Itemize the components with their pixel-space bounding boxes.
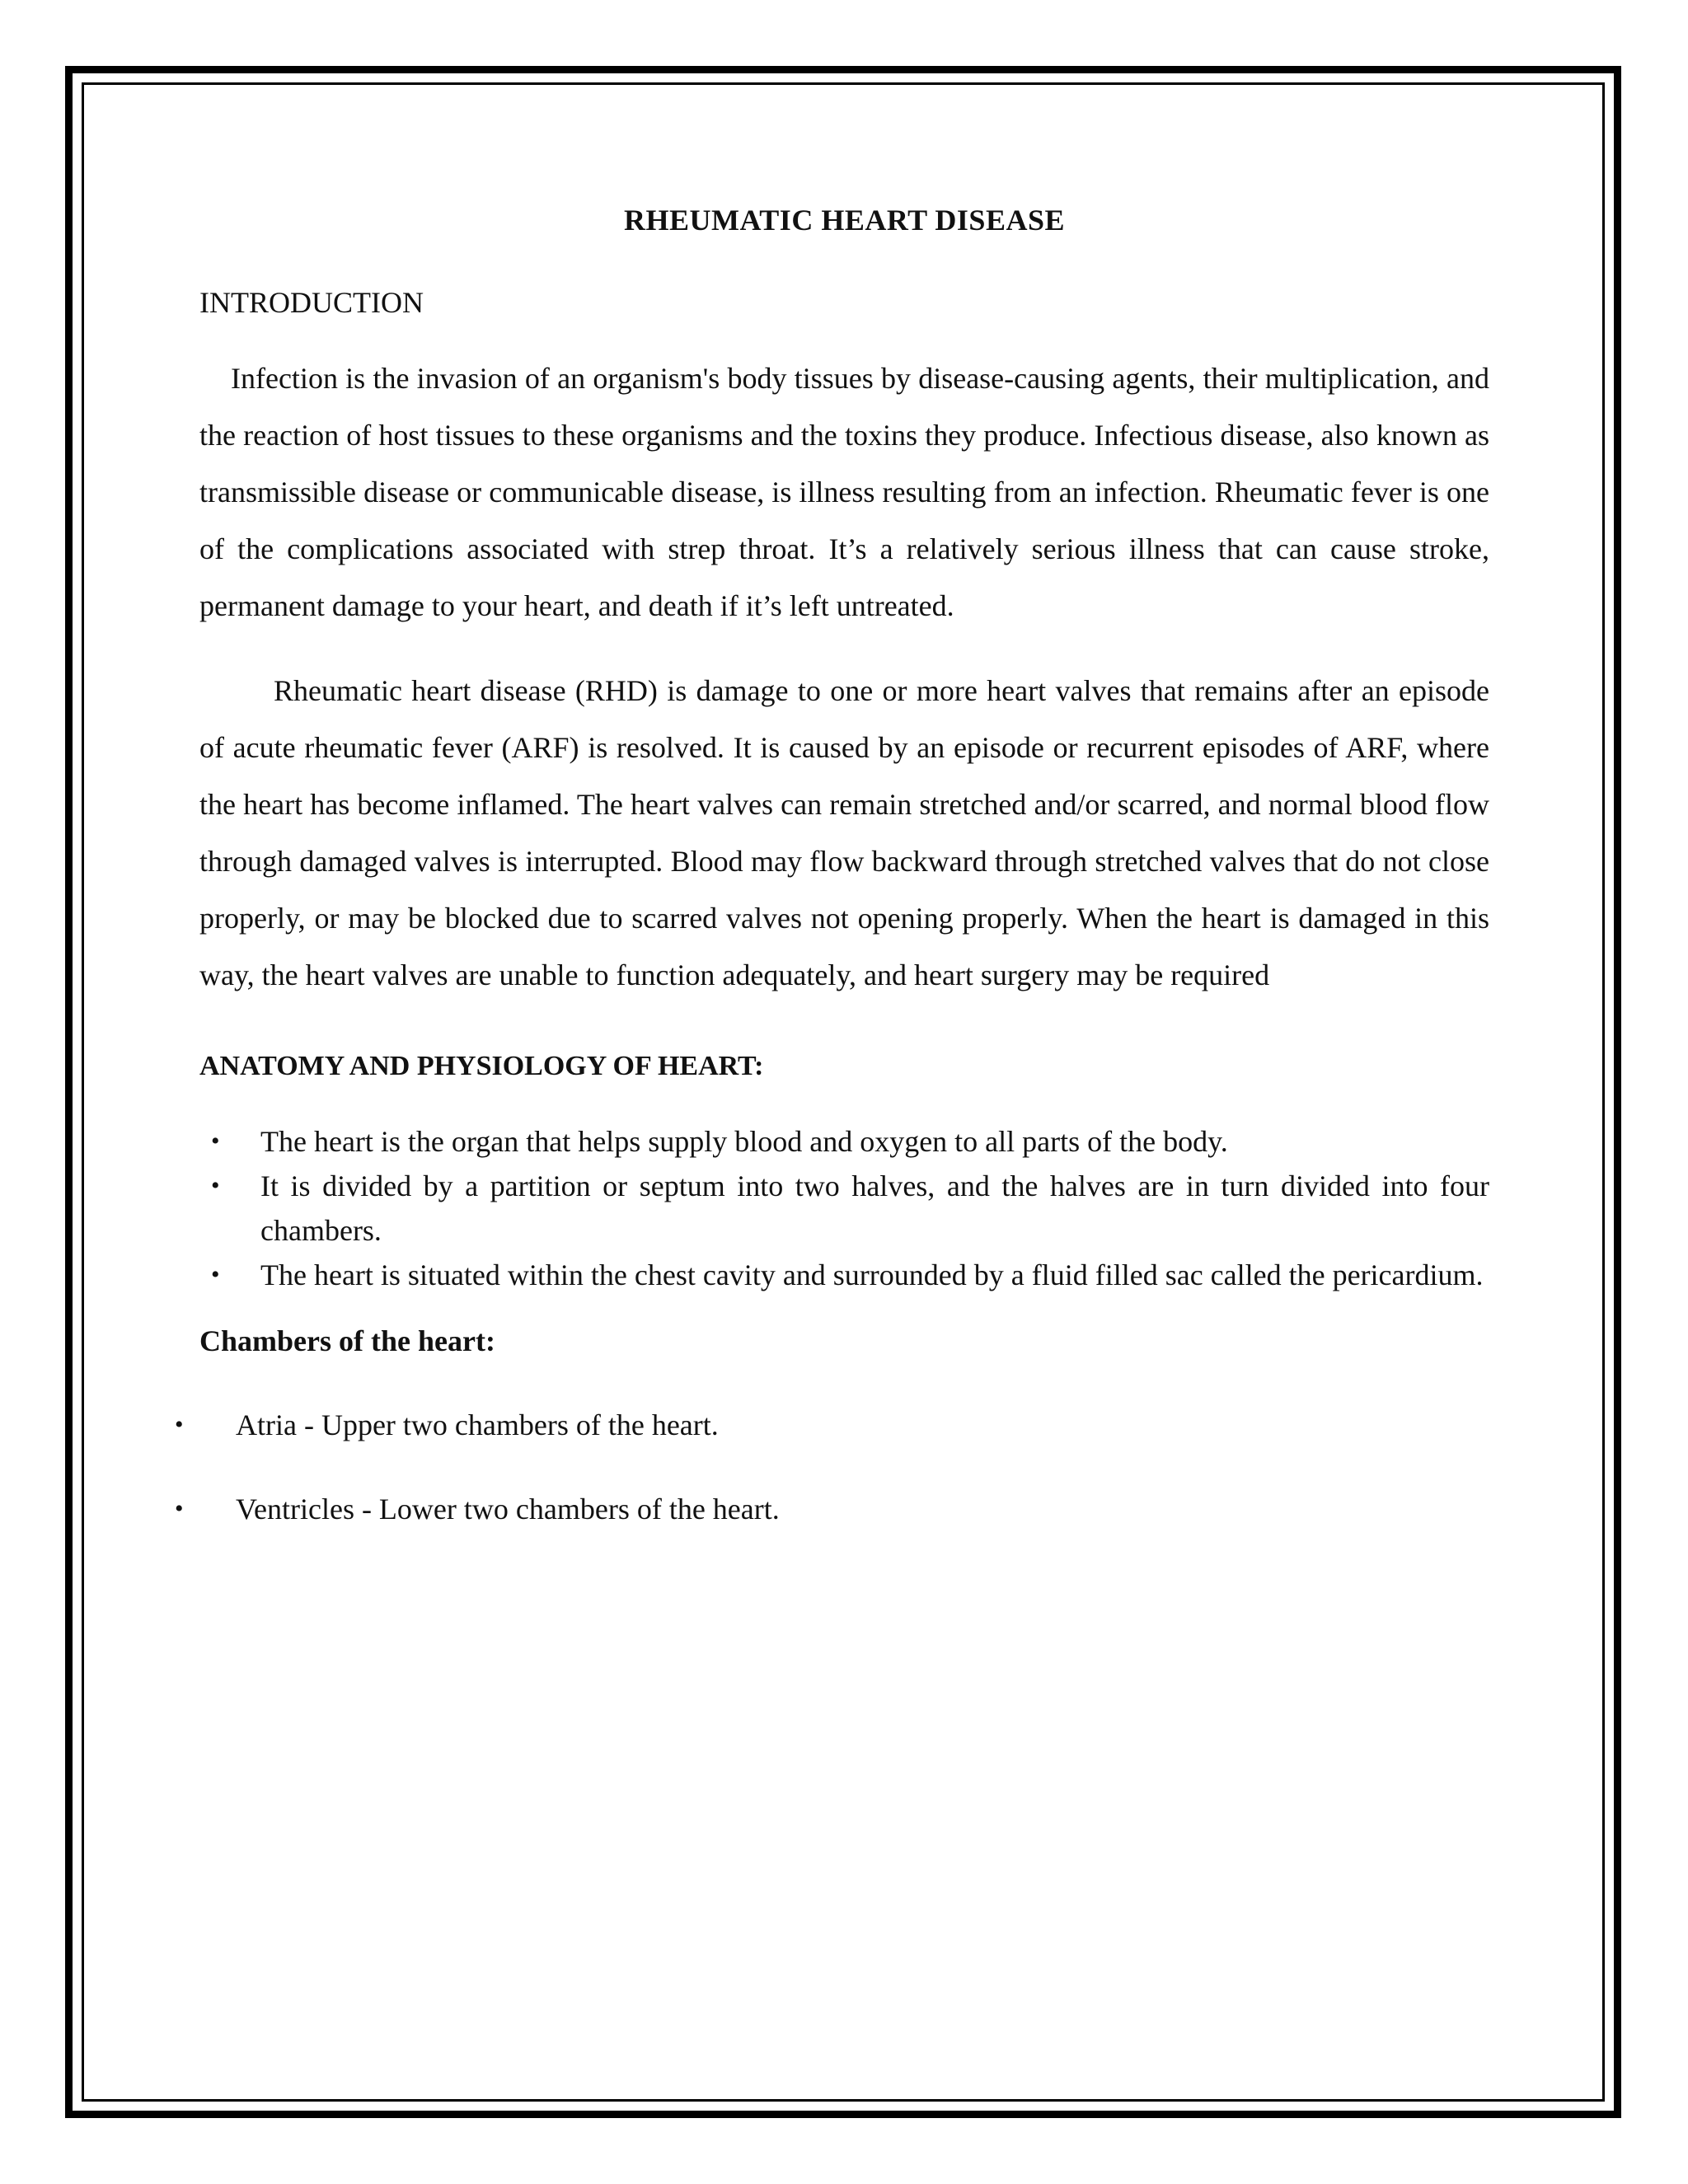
- list-item-text: The heart is situated within the chest cavity and surrounded by a fluid filled sac called the pericardium.: [260, 1258, 1484, 1291]
- anatomy-heading: ANATOMY AND PHYSIOLOGY OF HEART:: [199, 1051, 764, 1081]
- document-body: [175, 190, 1489, 1530]
- bullet-icon: •: [211, 1261, 220, 1288]
- paragraph-infection: Infection is the invasion of an organism's body tissues by disease-causing agents, their multiplication, and the reaction of host tissues to these organisms and the toxins they produce. Infectious disease, also known as transmissible disease or communicable disease, is illness resulting from an infection. Rheumatic fever is one of the complications associated with strep throat. It’s a relatively serious illness that can cause stroke, permanent damage to your heart, and death if it’s left untreated.: [199, 362, 1489, 622]
- chambers-heading: Chambers of the heart:: [199, 1324, 495, 1357]
- chambers-list: [175, 1404, 1465, 1530]
- document-title: RHEUMATIC HEART DISEASE: [623, 204, 1065, 237]
- bullet-icon: •: [175, 1495, 184, 1522]
- list-item: [199, 1253, 1489, 1297]
- paragraph-rhd: Rheumatic heart disease (RHD) is damage to one or more heart valves that remains after an episode of acute rheumatic fever (ARF) is resolved. It is caused by an episode or recurrent episodes of ARF, where the heart has become inflamed. The heart valves can remain stretched and/or scarred, and normal blood flow through damaged valves is interrupted. Blood may flow backward through stretched valves that do not close properly, or may be blocked due to scarred valves not opening properly. When the heart is damaged in this way, the heart valves are unable to function adequately, and heart surgery may be required: [199, 674, 1489, 991]
- list-item: [199, 1164, 1489, 1253]
- list-item: [199, 1119, 1489, 1164]
- list-item-text: Ventricles - Lower two chambers of the heart.: [236, 1493, 780, 1526]
- bullet-icon: •: [211, 1127, 220, 1155]
- list-item: [175, 1404, 1465, 1446]
- list-item-text: Atria - Upper two chambers of the heart.: [236, 1408, 719, 1441]
- bullet-icon: •: [211, 1172, 220, 1199]
- introduction-heading: INTRODUCTION: [199, 286, 424, 319]
- bullet-icon: •: [175, 1411, 184, 1438]
- list-item: [175, 1488, 1465, 1530]
- anatomy-list: [199, 1119, 1489, 1297]
- list-item-text: The heart is the organ that helps supply blood and oxygen to all parts of the body.: [260, 1125, 1228, 1158]
- list-item-text: It is divided by a partition or septum into two halves, and the halves are in turn divided into four chambers.: [260, 1169, 1489, 1247]
